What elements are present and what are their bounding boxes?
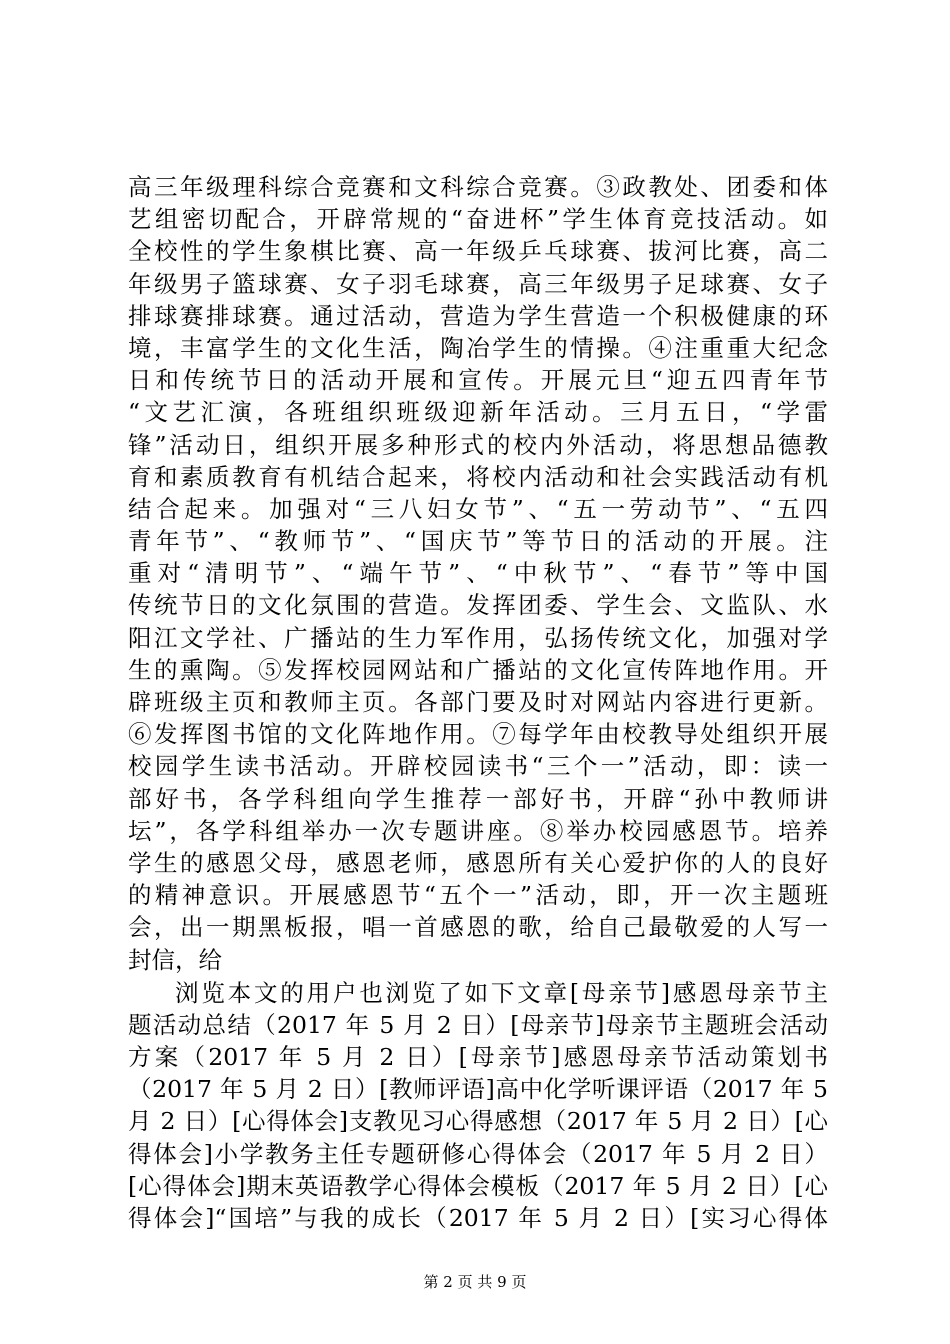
related-line: 方案（2017 年 5 月 2 日）[母亲节]感恩母亲节活动策划书 [128,1043,828,1072]
related-line: 月 2 日）[心得体会]支教见习心得感想（2017 年 5 月 2 日）[心 [128,1107,828,1136]
paragraph-line: 生的熏陶。⑤发挥校园网站和广播站的文化宣传阵地作用。开 [128,655,828,684]
paragraph-line: 学生的感恩父母，感恩老师，感恩所有关心爱护你的人的良好 [128,848,828,877]
paragraph-line: 阳江文学社、广播站的生力军作用，弘扬传统文化，加强对学 [128,623,828,652]
related-line: 得体会]“国培”与我的成长（2017 年 5 月 2 日）[实习心得体 [128,1204,828,1232]
related-line: 题活动总结（2017 年 5 月 2 日）[母亲节]母亲节主题班会活动 [128,1010,828,1039]
page-footer: 第 2 页 共 9 页 [423,1273,527,1291]
paragraph-line: 会，出一期黑板报，唱一首感恩的歌，给自己最敬爱的人写一 [128,913,828,942]
paragraph-line: 境，丰富学生的文化生活，陶冶学生的情操。④注重重大纪念 [128,333,828,362]
paragraph-line: 封信，给 [128,945,222,974]
related-line: （2017 年 5 月 2 日）[教师评语]高中化学听课评语（2017 年 5 [128,1075,828,1104]
paragraph-line: 结合起来。加强对“三八妇女节”、“五一劳动节”、“五四 [128,494,828,523]
paragraph-line: 辟班级主页和教师主页。各部门要及时对网站内容进行更新。 [128,688,828,716]
paragraph-line: 排球赛排球赛。通过活动，营造为学生营造一个积极健康的环 [128,301,828,330]
paragraph-line: 部好书，各学科组向学生推荐一部好书，开辟“孙中教师讲 [128,784,828,813]
paragraph-line: 传统节日的文化氛围的营造。发挥团委、学生会、文监队、水 [128,591,828,620]
paragraph-line: 青年节”、“教师节”、“国庆节”等节日的活动的开展。注 [128,527,828,556]
paragraph-line: 年级男子篮球赛、女子羽毛球赛，高三年级男子足球赛、女子 [128,269,828,298]
paragraph-line: 重对“清明节”、“端午节”、“中秋节”、“春节”等中国 [128,559,828,588]
paragraph-line: 艺组密切配合，开辟常规的“奋进杯”学生体育竞技活动。如 [128,205,828,234]
paragraph-line: ⑥发挥图书馆的文化阵地作用。⑦每学年由校教导处组织开展 [128,720,828,749]
related-line: 得体会]小学教务主任专题研修心得体会（2017 年 5 月 2 日） [128,1139,828,1168]
document-body [128,171,828,1234]
paragraph-line: 坛”，各学科组举办一次专题讲座。⑧举办校园感恩节。培养 [128,816,828,845]
paragraph-line: 日和传统节日的活动开展和宣传。开展元旦“迎五四青年节 [128,366,828,395]
paragraph-line: 校园学生读书活动。开辟校园读书“三个一”活动，即：读一 [128,752,828,781]
related-line: [心得体会]期末英语教学心得体会模板（2017 年 5 月 2 日）[心 [128,1171,828,1200]
paragraph-line: 高三年级理科综合竞赛和文科综合竞赛。③政教处、团委和体 [128,173,828,201]
related-line: 浏览本文的用户也浏览了如下文章[母亲节]感恩母亲节主 [175,978,828,1007]
paragraph-line: 的精神意识。开展感恩节“五个一”活动，即，开一次主题班 [128,881,828,910]
main-paragraph [128,171,828,976]
paragraph-line: 育和素质教育有机结合起来，将校内活动和社会实践活动有机 [128,462,828,491]
related-articles [128,977,828,1235]
paragraph-line: 全校性的学生象棋比赛、高一年级乒乓球赛、拔河比赛，高二 [128,237,828,266]
paragraph-line: 锋”活动日，组织开展多种形式的校内外活动，将思想品德教 [128,430,828,459]
paragraph-line: “文艺汇演，各班组织班级迎新年活动。三月五日，“学雷 [128,398,828,427]
